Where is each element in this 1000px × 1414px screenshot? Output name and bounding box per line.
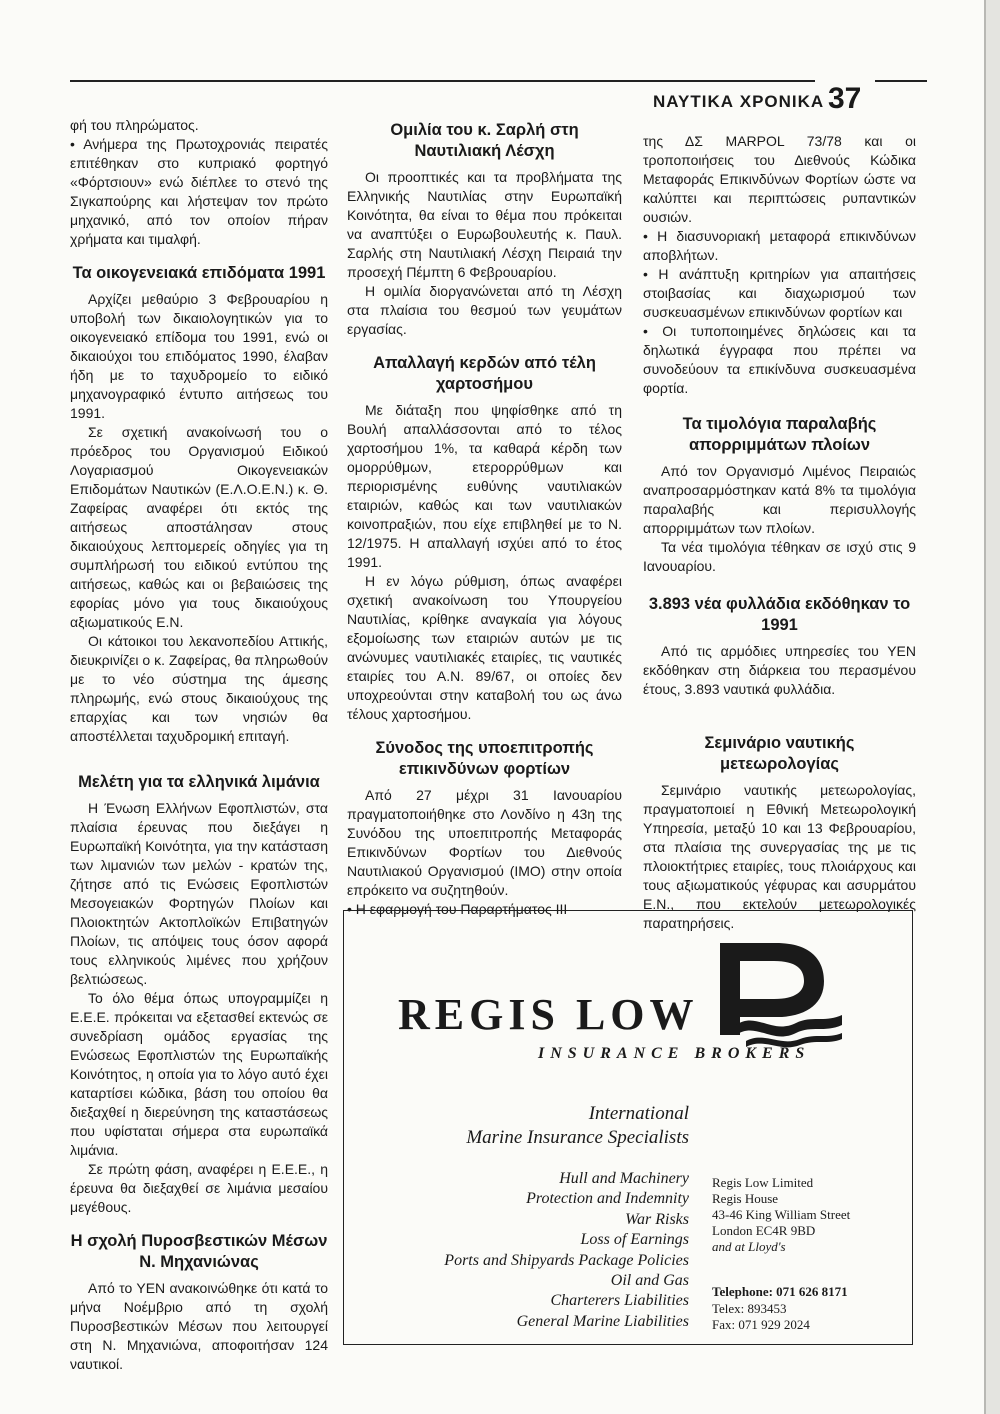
ad-headline: Marine Insurance Specialists (466, 1127, 689, 1148)
scan-edge-line (984, 0, 986, 1414)
company-name: REGIS LOW (398, 990, 699, 1039)
service-item: Oil and Gas (610, 1272, 689, 1290)
telephone: Telephone: 071 626 8171 (712, 1284, 848, 1299)
article-bullet: • Ανήμερα της Πρωτοχρονιάς πειρατές επιτέθηκαν στο κυπριακό φορτηγό «Φόρτσιουν» ενώ διέπλεε το στενό της Σιγκαπούρης και λήστεψαν τον πρώτο μηχανικό, από τον οποίον πήραν χρήματα και τιμαλφή. (70, 136, 328, 247)
article-paragraph: Οι προοπτικές και τα προβλήματα της Ελληνικής Ναυτιλίας στην Ευρωπαϊκή Κοινότητα, θα είναι το θέμα που πρόκειται να αναπτύξει ο Ευρωβουλευτής κ. Παυλ. Σαρλής στη Ναυτιλιακή Λέσχη Πειραιά την προσεχή Πέμπτη 6 Φεβρουαρίου. (347, 169, 622, 280)
telex: Telex: 893453 (712, 1300, 787, 1316)
company-contact (712, 1284, 848, 1334)
article-paragraph: Οι κάτοικοι του λεκανοπεδίου Αττικής, διευκρινίζει ο κ. Ζαφείρας, θα πληρωθούν με το νέο σύστημα της άμεσης πληρωμής, ενώ στους δικαιούχους της επαρχίας και των νησιών θα αποστέλλεται ταχυδρομική επιταγή. (70, 633, 328, 744)
article-paragraph: Αρχίζει μεθαύριο 3 Φεβρουαρίου η υποβολή των δικαιολογητικών για το οικογενειακό επίδομα του 1991, ενώ οι δικαιούχοι του επιδόματος 1990, έλαβαν ήδη με το ταχυδρομείο το ειδικό μηχανογραφικό έντυπο αιτήσεως του 1991. (70, 291, 328, 421)
article-title: Τα τιμολόγια παραλαβής απορριμμάτων πλοίων (682, 415, 877, 454)
article-bullet: • Η ανάπτυξη κριτηρίων για απαιτήσεις στοιβασίας και διαχωρισμού των συσκευασμένων επικινδύνων φορτίων και (643, 266, 916, 320)
article-paragraph: Σε πρώτη φάση, αναφέρει η Ε.Ε.Ε., η έρευνα θα διεξαχθεί σε λιμάνια μεσαίου μεγέθους. (70, 1161, 328, 1215)
article-bullet: • Οι τυποποιημένες δηλώσεις και τα δηλωτικά έγγραφα που πρέπει να συνοδεύουν τα επικίνδυνα συσκευασμένα φορτία. (643, 323, 916, 396)
regis-low-logo-icon (716, 939, 846, 1049)
article-title: Τα οικογενειακά επιδόματα 1991 (72, 264, 326, 282)
article-paragraph: Σεμινάριο ναυτικής μετεωρολογίας, πραγματοποιεί η Εθνική Μετεωρολογική Υπηρεσία, μεταξύ 10 και 13 Φεβρουαρίου, στα πλαίσια της συνεργασίας της με τις πλοιοκτήτριες εταιρίες, τους πλοιάρχους και τους αξιωματικούς γέφυρας και ασυρμάτου Ε.Ν., που εκτελούν μετεωρολογικές παρατηρήσεις. (643, 782, 916, 931)
article-title: Απαλλαγή κερδών από τέλη χαρτοσήμου (373, 354, 596, 393)
service-item: Loss of Earnings (580, 1231, 689, 1249)
column-1 (70, 116, 328, 1374)
article-paragraph: Από τις αρμόδιες υπηρεσίες του ΥΕΝ εκδόθηκαν στη διάρκεια του περασμένου έτους, 3.893 ναυτικά φυλλάδια. (643, 643, 916, 697)
service-item: Charterers Liabilities (550, 1292, 689, 1310)
address-line: and at Lloyd's (712, 1239, 786, 1254)
article-bullet: • Η διασυνοριακή μεταφορά επικινδύνων αποβλήτων. (643, 228, 916, 263)
ad-headline: International (588, 1103, 689, 1124)
address-line: 43-46 King William Street (712, 1207, 851, 1222)
service-item: Protection and Indemnity (526, 1190, 689, 1208)
article-text: της ΔΣ MARPOL 73/78 και οι τροποποιήσεις του Διεθνούς Κώδικα Μεταφοράς Επικινδύνων Φορτίων ώστε να καλύπτει και περιπτώσεις ρυπαντικών ουσιών. (643, 133, 916, 225)
services-list (364, 1169, 689, 1332)
article-bullet: • Η εφαρμογή του Παραρτήματος III (347, 901, 568, 917)
article-paragraph: Από το ΥΕΝ ανακοινώθηκε ότι κατά το μήνα Νοέμβριο από τη σχολή Πυροσβεστικών Μέσων που λειτουργεί στη Ν. Μηχανιώνα, αποφοιτήσαν 124 ναυτικοί. (70, 1280, 328, 1372)
article-paragraph: Με διάταξη που ψηφίσθηκε από τη Βουλή απαλλάσσονται από το τέλος χαρτοσήμου 1%, τα καθαρά κέρδη των ομορρύθμων, ετερορρύθμων και περιορισμένης ευθύνης ναυτιλιακών εταιριών, καθώς και των ναυτιλιακών κοινοπραξιών, που είχε επιβληθεί με το Ν. 12/1975. Η απαλλαγή ισχύει από το έτος 1991. (347, 402, 622, 570)
article-title: Σύνοδος της υποεπιτροπής επικινδύνων φορτίων (375, 739, 594, 778)
article-title: Ομιλία του κ. Σαρλή στη Ναυτιλιακή Λέσχη (390, 121, 579, 160)
article-paragraph: Από 27 μέχρι 31 Ιανουαρίου πραγματοποιήθηκε στο Λονδίνο η 43η της Συνόδου της υποεπιτροπής Μεταφοράς Επικινδύνων Φορτίων του Διεθνούς Ναυτιλιακού Οργανισμού (ΙΜΟ) στην οποία επρόκειτο να συζητηθούν. (347, 787, 622, 898)
header-rule-right (875, 80, 927, 82)
article-text: φή του πληρώματος. (70, 117, 199, 133)
company-address (712, 1175, 850, 1255)
service-item: General Marine Liabilities (516, 1312, 689, 1330)
company-subtitle: INSURANCE BROKERS (538, 1045, 811, 1062)
address-line: Regis House (712, 1191, 779, 1206)
scan-page-edge (986, 0, 1000, 1414)
fax: Fax: 071 929 2024 (712, 1317, 810, 1332)
column-2 (347, 116, 622, 919)
service-item: Hull and Machinery (559, 1170, 689, 1187)
address-line: Regis Low Limited (712, 1175, 814, 1190)
article-paragraph: Τα νέα τιμολόγια τέθηκαν σε ισχύ στις 9 Ιανουαρίου. (643, 539, 916, 574)
article-title: Σεμινάριο ναυτικής μετεωρολογίας (704, 734, 855, 773)
article-paragraph: Η Ένωση Ελλήνων Εφοπλιστών, στα πλαίσια έρευνας που διεξάγει η Ευρωπαϊκή Κοινότητα, για την κατάσταση των λιμανιών των μελών - κρατών της, ζήτησε από τις Ενώσεις Εφοπλιστών Μεσογειακών Φορτηγών Πλοίων και Πλοιοκτητών Ακτοπλοϊκών Επιβατηγών Πλοίων, τις απόψεις τους όσον αφορά τους ελληνικούς λιμένες που χρήζουν βελτιώσεως. (70, 800, 328, 987)
page-number: 37 (828, 82, 862, 115)
article-paragraph: Από τον Οργανισμό Λιμένος Πειραιώς αναπροσαρμόστηκαν κατά 8% τα τιμολόγια παραλαβής και περισυλλογής απορριμμάτων των πλοίων. (643, 463, 916, 536)
article-title: Η σχολή Πυροσβεστικών Μέσων Ν. Μηχανιώνας (70, 1232, 328, 1271)
article-paragraph: Σε σχετική ανακοίνωσή του ο πρόεδρος του Οργανισμού Ειδικού Λογαριασμού Οικογενειακών Επιδομάτων Ναυτικών (Ε.Λ.Ο.Ε.Ν.) κ. Θ. Ζαφείρας αναφέρει ότι εκτός της αιτήσεως αποστάλησαν στους δικαιούχους λεπτομερείς οδηγίες για τη συμπλήρωσή του ειδικού εντύπου της αιτήσεως, καθώς και οι βεβαιώσεις της εφορίας μόνο για τους δικαιούχους αξιωματικούς Ε.Ν. (70, 424, 328, 630)
advertisement (343, 910, 913, 1345)
service-item: War Risks (625, 1210, 689, 1228)
article-paragraph: Το όλο θέμα όπως υπογραμμίζει η Ε.Ε.Ε. πρόκειται να εξετασθεί εκτενώς σε συνεδρίαση ομάδος εργασίας της Ενώσεως Εφοπλιστών της Ευρωπαϊκής Κοινότητος, η οποία για το λόγο αυτό έχει καταρτίσει κώδικα, βάση του οποίου θα διεξαχθεί η διερεύνηση της καταστάσεως που υφίσταται σήμερα στα ευρωπαϊκά λιμάνια. (70, 990, 328, 1158)
service-item: Ports and Shipyards Package Policies (444, 1251, 689, 1269)
publication-title: ΝΑΥΤΙΚΑ ΧΡΟΝΙΚΑ (653, 92, 825, 111)
article-title: 3.893 νέα φυλλάδια εκδόθηκαν το 1991 (648, 595, 911, 634)
column-3 (643, 132, 916, 933)
article-paragraph: Η ομιλία διοργανώνεται από τη Λέσχη στα πλαίσια του θεσμού των γευμάτων εργασίας. (347, 283, 622, 337)
article-paragraph: Η εν λόγω ρύθμιση, όπως αναφέρει σχετική ανακοίνωση του Υπουργείου Ναυτιλίας, κρίθηκε αναγκαία για λόγους εξομοίωσης των εταιριών αυτών με τις ανώνυμες ναυτιλιακές εταιρίες, τις ναυτικές εταιρίες του Α.Ν. 89/67, οι οποίες δεν υποχρεούνται στην καταβολή του ως άνω τέλους χαρτοσήμου. (347, 573, 622, 722)
header-rule (70, 80, 815, 82)
article-title: Μελέτη για τα ελληνικά λιμάνια (78, 773, 320, 791)
address-line: London EC4R 9BD (712, 1223, 816, 1238)
